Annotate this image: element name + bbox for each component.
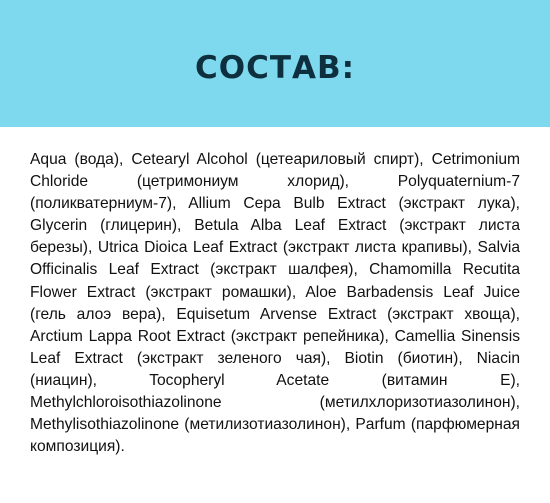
ingredients-list: Aqua (вода), Cetearyl Alcohol (цетеариловый спирт), Cetrimonium Chloride (цетримониум хлорид), Polyquaternium-7 (поликватерниум-7), Allium Cepa Bulb Extract (экстракт лука), Glycerin (глицерин), Betula Alba Leaf Extract (экстракт листа березы), Utrica Dioica Leaf Extract (экстракт листа крапивы), Salvia Officinalis Leaf Extract (экстракт шалфея), Chamomilla Recutita Flower Extract (экстракт ромашки), Aloe Barbadensis Leaf Juice (гель алоэ вера), Equisetum Arvense Extract (экстракт хвоща), Arctium Lappa Root Extract (экстракт репейника), Camellia Sinensis Leaf Extract (экстракт зеленого чая), Biotin (биотин), Niacin (ниацин), Tocopheryl Acetate (витамин E), Methylchloroisothiazolinone (метилхлоризотиазолинон), Methylisothiazolinone (метилизотиазолинон), Parfum (парфюмерная композиция).: [30, 151, 520, 456]
section-title: СОСТАВ:: [194, 49, 356, 86]
header-banner: [0, 0, 550, 127]
